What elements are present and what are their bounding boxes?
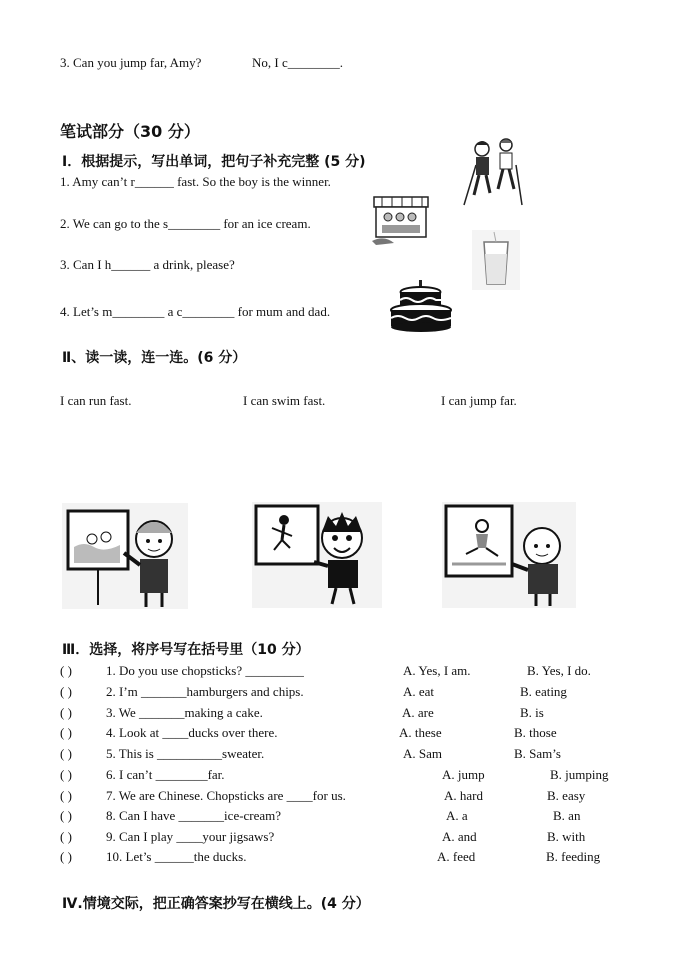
section-4-heading: Ⅳ.情境交际，把正确答案抄写在横线上。(4 分） bbox=[62, 896, 370, 912]
section-2-sentence-2: I can swim fast. bbox=[243, 393, 326, 408]
section-1-item-2: 2. We can go to the s________ for an ice cream. bbox=[60, 216, 311, 231]
choice-option-a: A. hard bbox=[444, 788, 483, 803]
cake-illustration bbox=[388, 278, 454, 334]
choice-question: 10. Let’s ______the ducks. bbox=[106, 849, 247, 864]
choice-question: 2. I’m _______hamburgers and chips. bbox=[106, 684, 304, 699]
runners-illustration bbox=[462, 135, 526, 207]
choice-option-b: B. an bbox=[553, 808, 581, 823]
choice-option-a: A. Sam bbox=[403, 746, 442, 761]
answer-paren: ( ) bbox=[60, 788, 72, 803]
answer-paren: ( ) bbox=[60, 829, 72, 844]
choice-question: 7. We are Chinese. Chopsticks are ____for us. bbox=[106, 788, 346, 803]
choice-option-a: A. Yes, I am. bbox=[403, 663, 471, 678]
section-1-heading: Ⅰ．根据提示，写出单词，把句子补充完整 (5 分) bbox=[62, 154, 366, 170]
water-glass-illustration bbox=[472, 230, 520, 290]
choice-option-b: B. with bbox=[547, 829, 586, 844]
answer-paren: ( ) bbox=[60, 849, 72, 864]
choice-option-a: A. a bbox=[446, 808, 468, 823]
choice-option-b: B. Yes, I do. bbox=[527, 663, 591, 678]
section-2-sentence-1: I can run fast. bbox=[60, 393, 132, 408]
section-3-heading: Ⅲ．选择，将序号写在括号里（10 分） bbox=[62, 642, 310, 658]
section-2-heading: Ⅱ、读一读，连一连。(6 分） bbox=[62, 350, 247, 366]
choice-option-b: B. Sam’s bbox=[514, 746, 561, 761]
choice-option-b: B. is bbox=[520, 705, 544, 720]
section-2-sentence-3: I can jump far. bbox=[441, 393, 517, 408]
section-1-item-4: 4. Let’s m________ a c________ for mum and dad. bbox=[60, 304, 331, 319]
answer-paren: ( ) bbox=[60, 808, 72, 823]
choice-question: 3. We _______making a cake. bbox=[106, 705, 263, 720]
choice-question: 5. This is __________sweater. bbox=[106, 746, 265, 761]
choice-question: 8. Can I have _______ice-cream? bbox=[106, 808, 282, 823]
choice-question: 4. Look at ____ducks over there. bbox=[106, 725, 278, 740]
question-3-text: 3. Can you jump far, Amy? bbox=[60, 55, 202, 70]
choice-option-b: B. eating bbox=[520, 684, 567, 699]
section-1-item-3: 3. Can I h______ a drink, please? bbox=[60, 257, 235, 272]
answer-paren: ( ) bbox=[60, 725, 72, 740]
choice-option-b: B. those bbox=[514, 725, 557, 740]
choice-question: 1. Do you use chopsticks? _________ bbox=[106, 663, 304, 678]
choice-option-a: A. are bbox=[402, 705, 434, 720]
choice-option-b: B. jumping bbox=[550, 767, 609, 782]
choice-option-a: A. these bbox=[399, 725, 442, 740]
answer-paren: ( ) bbox=[60, 705, 72, 720]
choice-option-a: A. feed bbox=[437, 849, 476, 864]
written-section-title: 笔试部分（30 分） bbox=[60, 122, 200, 141]
answer-paren: ( ) bbox=[60, 684, 72, 699]
choice-option-b: B. feeding bbox=[546, 849, 601, 864]
choice-option-a: A. and bbox=[442, 829, 477, 844]
answer-paren: ( ) bbox=[60, 746, 72, 761]
jump-picture bbox=[442, 502, 576, 608]
answer-paren: ( ) bbox=[60, 767, 72, 782]
choice-question: 9. Can I play ____your jigsaws? bbox=[106, 829, 275, 844]
choice-question: 6. I can’t ________far. bbox=[106, 767, 225, 782]
ice-cream-shop-illustration bbox=[370, 195, 432, 247]
answer-paren: ( ) bbox=[60, 663, 72, 678]
choice-option-a: A. jump bbox=[442, 767, 485, 782]
choice-option-b: B. easy bbox=[547, 788, 586, 803]
question-3-answer: No, I c________. bbox=[252, 55, 343, 70]
run-picture bbox=[252, 502, 382, 608]
choice-option-a: A. eat bbox=[403, 684, 435, 699]
swim-picture bbox=[62, 503, 188, 609]
section-1-item-1: 1. Amy can’t r______ fast. So the boy is the winner. bbox=[60, 174, 331, 189]
